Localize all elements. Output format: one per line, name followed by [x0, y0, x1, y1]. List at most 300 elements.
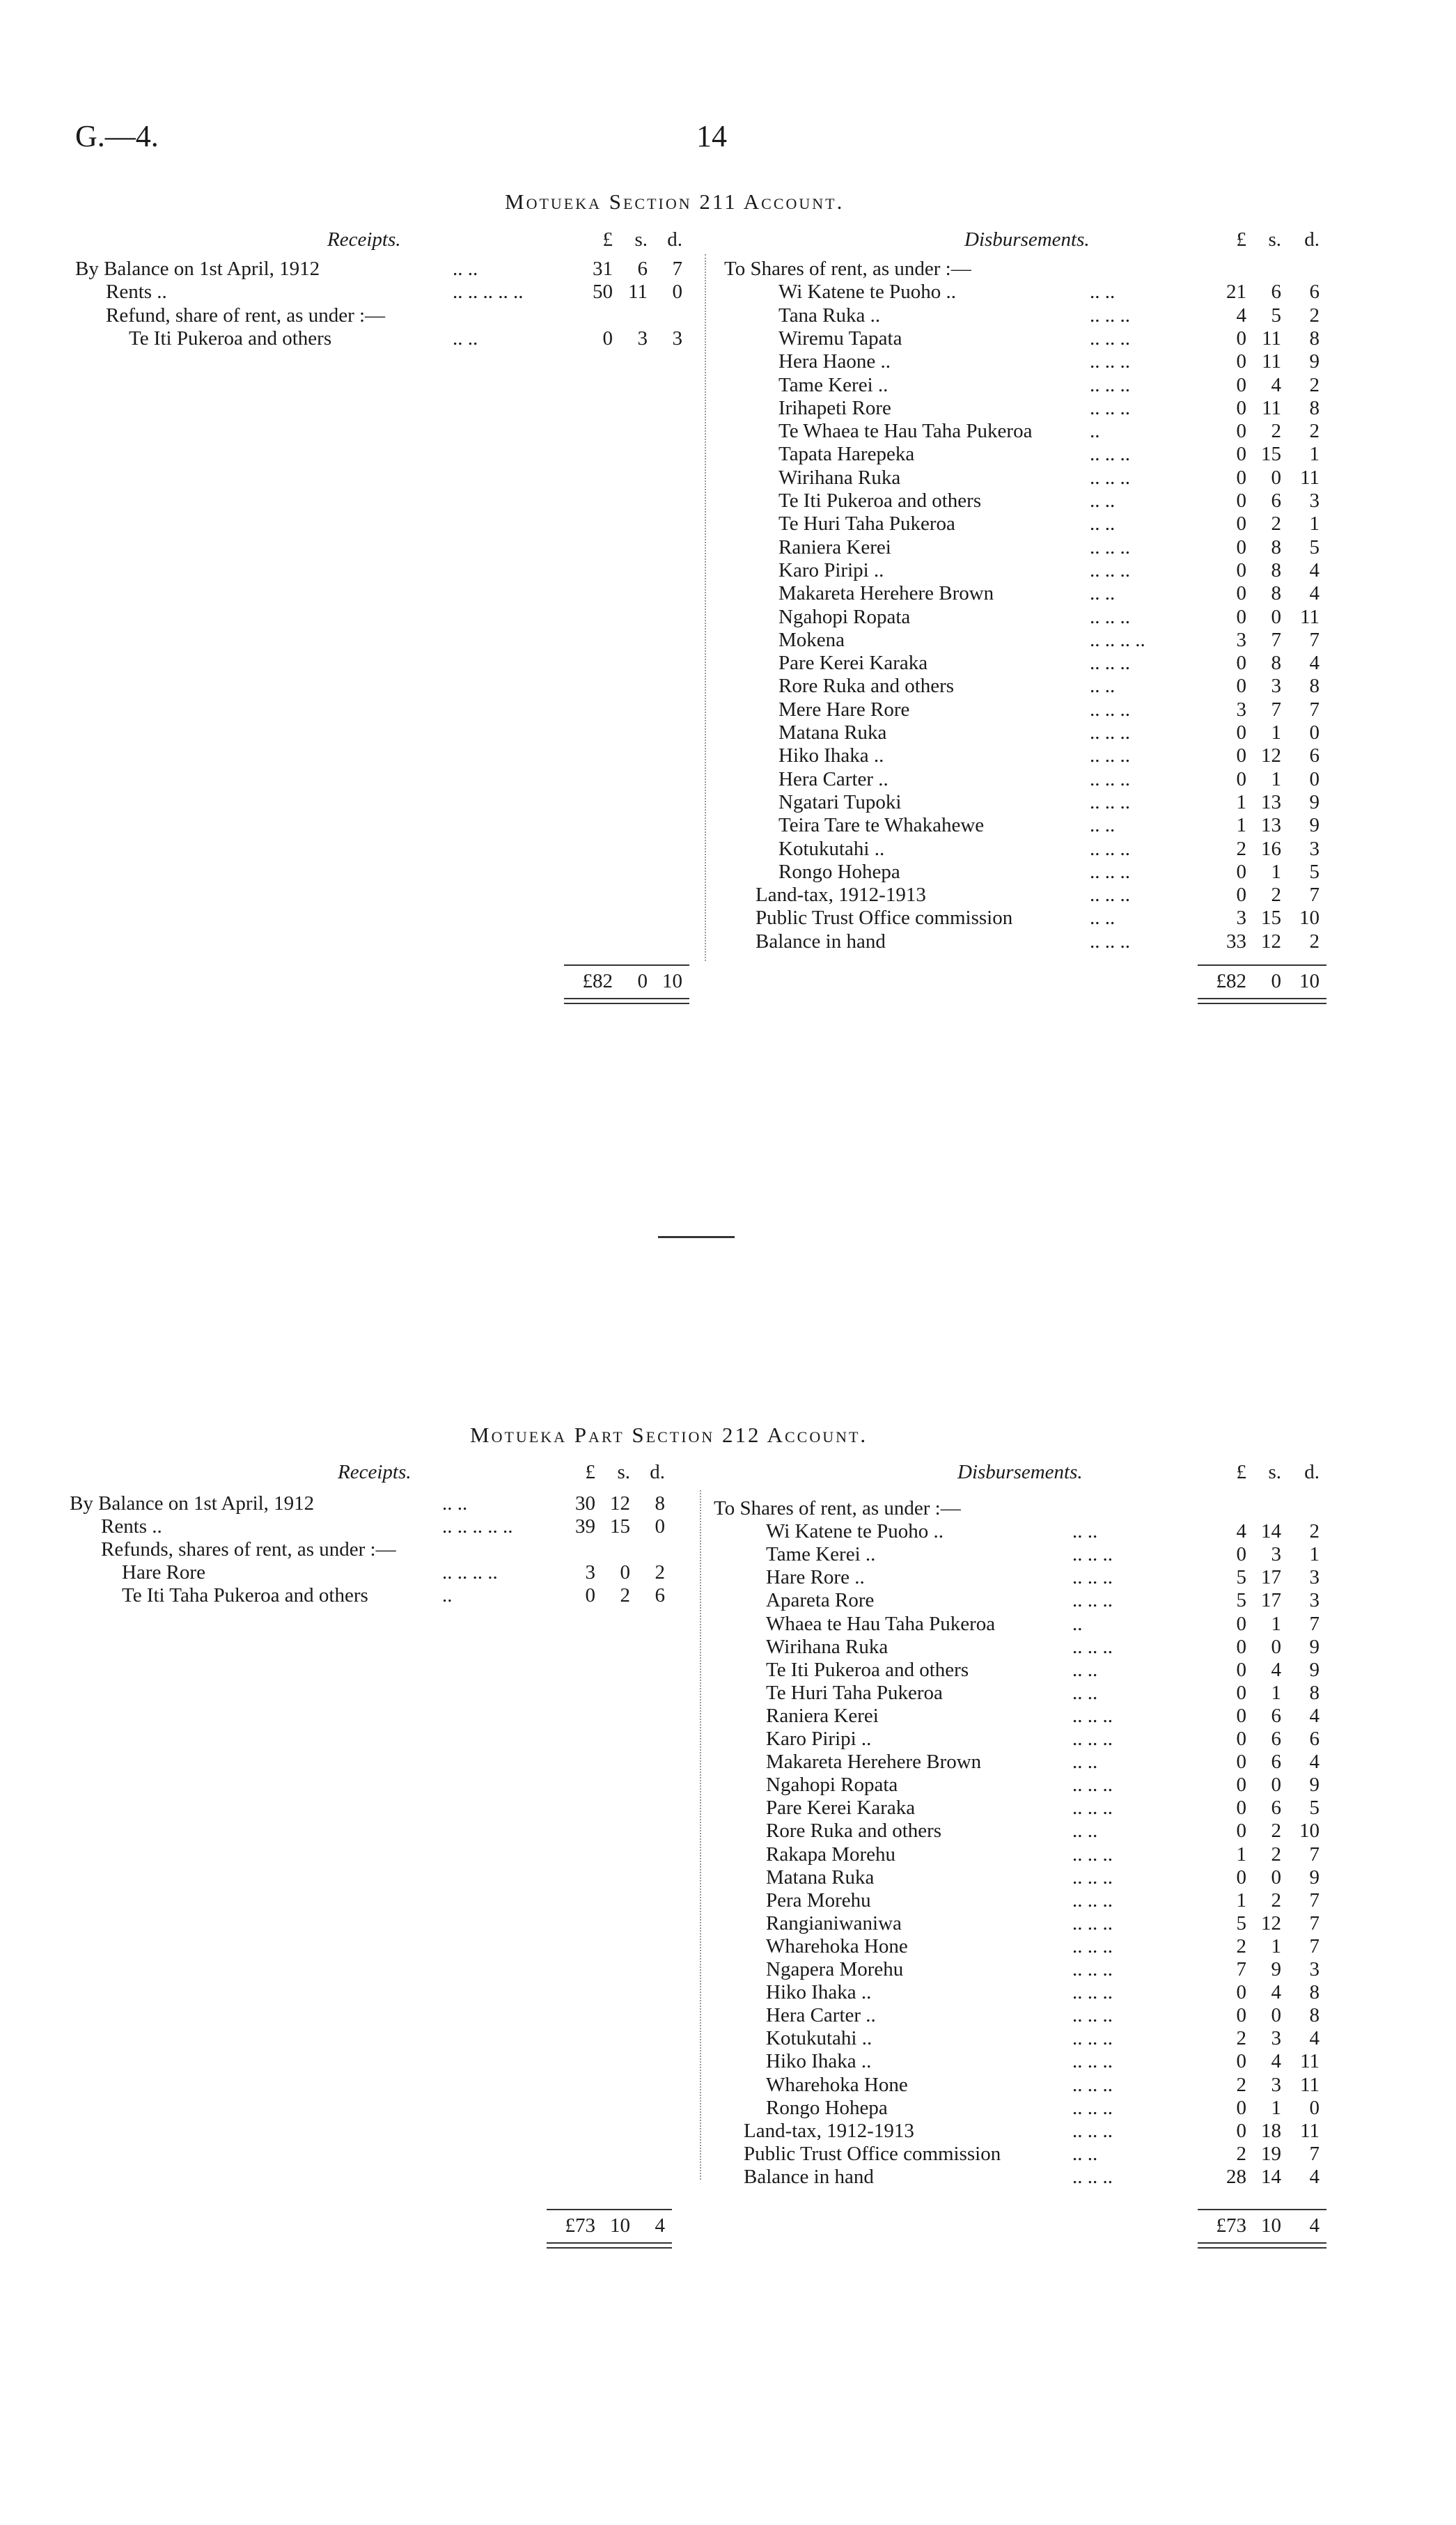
leader-dots: .. .. ..: [1090, 790, 1130, 813]
leader-dots: .. .. ..: [1072, 1912, 1113, 1934]
row-label: Matana Ruka: [766, 1866, 875, 1889]
amount-shillings: 10: [610, 2214, 630, 2237]
receipts-pounds-header: £: [585, 1461, 595, 1483]
amount-shillings: 14: [1261, 1520, 1281, 1543]
amount-shillings: 8: [1271, 536, 1281, 558]
amount-pounds: 5: [1236, 1912, 1246, 1934]
amount-pounds: 1: [1236, 814, 1246, 837]
disbursements-pounds-header: £: [1236, 228, 1246, 251]
amount-shillings: 3: [637, 327, 648, 350]
leader-dots: ..: [1090, 420, 1100, 443]
amount-shillings: 2: [1271, 513, 1281, 536]
amount-pounds: 21: [1226, 281, 1246, 304]
amount-pence: 9: [1309, 814, 1320, 837]
leader-dots: ..: [442, 1584, 453, 1607]
row-label: Ngahopi Ropata: [778, 605, 911, 628]
row-label: Te Iti Pukeroa and others: [766, 1658, 969, 1681]
amount-pence: 7: [1309, 698, 1320, 721]
amount-pence: 3: [1309, 1566, 1320, 1589]
leader-dots: .. .. ..: [1072, 1566, 1113, 1589]
disbursement-row: [0, 907, 1456, 930]
amount-pounds: 0: [1236, 2004, 1246, 2027]
row-label: Ngapera Morehu: [766, 1958, 904, 1980]
disbursement-row: [0, 258, 1456, 281]
amount-shillings: 6: [637, 258, 648, 280]
amount-pounds: £73: [565, 2214, 595, 2237]
receipts-pence-header: d.: [667, 228, 682, 251]
column-divider: [705, 254, 706, 961]
amount-shillings: 0: [1271, 1866, 1281, 1889]
amount-pence: 3: [1309, 837, 1320, 860]
row-label: Rents ..: [106, 281, 167, 304]
amount-shillings: 6: [1271, 1704, 1281, 1727]
amount-shillings: 14: [1261, 2165, 1281, 2188]
row-label: Wiremu Tapata: [778, 327, 902, 350]
disbursement-row: [0, 930, 1456, 953]
amount-pence: 5: [1309, 860, 1320, 883]
amount-pounds: 0: [1236, 1658, 1246, 1681]
disbursements-pence-header: d.: [1304, 1461, 1320, 1483]
amount-shillings: 0: [1271, 1635, 1281, 1658]
amount-pence: 10: [1299, 970, 1320, 992]
amount-shillings: 1: [1271, 2096, 1281, 2119]
row-label: Hera Carter ..: [778, 767, 889, 790]
amount-pence: 7: [1309, 1612, 1320, 1635]
leader-dots: .. ..: [442, 1492, 468, 1515]
amount-pence: 7: [1309, 1934, 1320, 1957]
amount-pounds: 3: [1236, 628, 1246, 651]
row-label: Rakapa Morehu: [766, 1843, 896, 1866]
leader-dots: .. .. ..: [1090, 837, 1130, 860]
amount-pence: 10: [1299, 1820, 1320, 1843]
amount-shillings: 12: [1261, 1912, 1281, 1934]
disbursement-row: [0, 1543, 1456, 1566]
amount-pounds: 0: [1236, 1797, 1246, 1820]
leader-dots: .. .. ..: [1072, 1866, 1113, 1889]
disbursement-row: [0, 698, 1456, 721]
amount-pounds: 2: [1236, 2027, 1246, 2050]
row-label: Tana Ruka ..: [778, 304, 881, 327]
amount-pence: 11: [1300, 605, 1320, 628]
amount-pounds: 0: [1236, 558, 1246, 581]
amount-shillings: 6: [1271, 1797, 1281, 1820]
amount-pounds: 39: [575, 1515, 595, 1538]
disbursements-total-double-rule: [1198, 2242, 1326, 2249]
amount-shillings: 17: [1261, 1566, 1281, 1589]
row-label: Mokena: [778, 628, 845, 651]
disbursement-row: [0, 1774, 1456, 1797]
amount-pence: 6: [655, 1584, 665, 1607]
leader-dots: .. .. ..: [1090, 767, 1130, 790]
leader-dots: .. .. ..: [1072, 1704, 1113, 1727]
amount-shillings: 5: [1271, 304, 1281, 327]
amount-pence: 8: [1309, 1981, 1320, 2004]
leader-dots: .. .. ..: [1072, 2027, 1113, 2050]
amount-shillings: 4: [1271, 1981, 1281, 2004]
amount-shillings: 6: [1271, 281, 1281, 304]
row-label: Karo Piripi ..: [778, 558, 884, 581]
row-label: To Shares of rent, as under :—: [714, 1497, 961, 1519]
leader-dots: .. .. ..: [1072, 1728, 1113, 1750]
amount-shillings: 11: [1262, 327, 1281, 350]
amount-pounds: 0: [1236, 1981, 1246, 2004]
disbursement-row: [0, 721, 1456, 744]
amount-pence: 2: [1309, 304, 1320, 327]
amount-shillings: 4: [1271, 1658, 1281, 1681]
row-label: Makareta Herehere Brown: [766, 1751, 982, 1774]
amount-pence: 3: [672, 327, 682, 350]
amount-pence: 9: [1309, 1658, 1320, 1681]
row-label: Hare Rore: [122, 1561, 205, 1584]
disbursement-row: [0, 1820, 1456, 1843]
amount-pounds: 2: [1236, 2142, 1246, 2165]
amount-pence: 4: [1309, 2165, 1320, 2188]
amount-pounds: 0: [1236, 1751, 1246, 1774]
disbursement-row: [0, 397, 1456, 420]
amount-pence: 7: [1309, 1889, 1320, 1912]
amount-shillings: 2: [1271, 884, 1281, 907]
amount-shillings: 11: [1262, 350, 1281, 373]
disbursement-row: [0, 467, 1456, 490]
disbursement-row: [0, 2027, 1456, 2050]
row-label: Kotukutahi ..: [778, 837, 885, 860]
amount-pounds: 0: [1236, 327, 1246, 350]
leader-dots: .. ..: [1090, 281, 1116, 304]
leader-dots: .. .. ..: [1072, 2119, 1113, 2142]
disbursement-row: [0, 629, 1456, 652]
amount-pence: 0: [1309, 2096, 1320, 2119]
amount-pence: 7: [1309, 884, 1320, 907]
amount-pence: 11: [1300, 2050, 1320, 2073]
receipts-shillings-header: s.: [634, 228, 648, 251]
amount-shillings: 0: [1271, 1774, 1281, 1797]
row-label: Matana Ruka: [778, 721, 887, 744]
disbursement-row: [0, 1659, 1456, 1682]
document-code: G.—4.: [75, 119, 159, 153]
leader-dots: .. .. .. ..: [442, 1561, 498, 1584]
disbursement-row: [0, 2120, 1456, 2143]
amount-pence: 7: [1309, 2142, 1320, 2165]
amount-pence: 0: [1309, 767, 1320, 790]
amount-shillings: 2: [1271, 1843, 1281, 1866]
amount-pounds: 0: [1236, 721, 1246, 744]
leader-dots: .. .. ..: [1072, 2165, 1113, 2188]
amount-pounds: 0: [1236, 675, 1246, 698]
amount-pounds: 1: [1236, 1843, 1246, 1866]
amount-pounds: 0: [1236, 1543, 1246, 1566]
leader-dots: .. .. ..: [1090, 744, 1130, 767]
amount-pounds: 0: [1236, 350, 1246, 373]
row-label: Land-tax, 1912-1913: [756, 884, 926, 907]
amount-pounds: 0: [1236, 2096, 1246, 2119]
disbursement-row: [0, 281, 1456, 304]
amount-shillings: 6: [1271, 1751, 1281, 1774]
amount-shillings: 8: [1271, 652, 1281, 675]
disbursement-row: [0, 513, 1456, 536]
leader-dots: .. .. ..: [1090, 558, 1130, 581]
amount-pounds: 0: [1236, 466, 1246, 489]
amount-pence: 7: [672, 258, 682, 280]
amount-pounds: 0: [1236, 1681, 1246, 1704]
row-label: Pare Kerei Karaka: [766, 1797, 916, 1820]
amount-pounds: 0: [602, 327, 613, 350]
leader-dots: .. .. ..: [1090, 304, 1130, 327]
leader-dots: .. ..: [1090, 490, 1116, 512]
amount-shillings: 7: [1271, 628, 1281, 651]
row-label: Raniera Kerei: [766, 1704, 879, 1727]
leader-dots: .. .. ..: [1090, 373, 1130, 396]
amount-pounds: 1: [1236, 790, 1246, 813]
amount-shillings: 0: [637, 970, 648, 992]
amount-pounds: 0: [1236, 373, 1246, 396]
amount-shillings: 1: [1271, 721, 1281, 744]
row-label: Te Whaea te Hau Taha Pukeroa: [778, 420, 1033, 443]
row-label: Tame Kerei ..: [778, 373, 889, 396]
leader-dots: .. .. ..: [1090, 930, 1130, 953]
amount-pounds: 3: [585, 1561, 595, 1584]
amount-shillings: 9: [1271, 1958, 1281, 1980]
leader-dots: .. .. ..: [1072, 1543, 1113, 1566]
disbursement-row: [0, 744, 1456, 767]
row-label: Kotukutahi ..: [766, 2027, 872, 2050]
amount-pence: 3: [1309, 490, 1320, 512]
leader-dots: .. .. ..: [1090, 652, 1130, 675]
amount-pounds: 0: [1236, 860, 1246, 883]
amount-shillings: 4: [1271, 373, 1281, 396]
amount-pence: 11: [1300, 2119, 1320, 2142]
amount-shillings: 8: [1271, 558, 1281, 581]
amount-shillings: 7: [1271, 698, 1281, 721]
disbursement-row: [0, 327, 1456, 350]
amount-pounds: 0: [1236, 490, 1246, 512]
leader-dots: .. .. ..: [1090, 698, 1130, 721]
amount-pounds: 0: [1236, 767, 1246, 790]
disbursement-row: [0, 838, 1456, 861]
leader-dots: .. .. ..: [1072, 1774, 1113, 1797]
row-label: Te Iti Taha Pukeroa and others: [122, 1584, 368, 1607]
amount-pence: 1: [1309, 443, 1320, 466]
amount-shillings: 3: [1271, 675, 1281, 698]
amount-pounds: 0: [1236, 443, 1246, 466]
amount-shillings: 3: [1271, 2073, 1281, 2096]
leader-dots: .. .. ..: [1072, 1958, 1113, 1980]
amount-pounds: 0: [1236, 884, 1246, 907]
row-label: By Balance on 1st April, 1912: [70, 1492, 315, 1515]
amount-pounds: 0: [1236, 1820, 1246, 1843]
row-label: Ngahopi Ropata: [766, 1774, 898, 1797]
amount-pence: 4: [1309, 2027, 1320, 2050]
amount-pounds: 33: [1226, 930, 1246, 953]
disbursement-row: [0, 791, 1456, 814]
disbursements-pence-header: d.: [1304, 228, 1320, 251]
amount-pence: 2: [1309, 420, 1320, 443]
row-label: Teira Tare te Whakahewe: [778, 814, 985, 837]
disbursement-row: [0, 2166, 1456, 2189]
row-label: Hare Rore ..: [766, 1566, 865, 1589]
amount-pence: 9: [1309, 790, 1320, 813]
amount-pounds: 0: [1236, 605, 1246, 628]
amount-pounds: 0: [1236, 1774, 1246, 1797]
disbursement-row: [0, 536, 1456, 559]
disbursement-row: [0, 1728, 1456, 1751]
row-label: Pare Kerei Karaka: [778, 652, 928, 675]
amount-shillings: 4: [1271, 2050, 1281, 2073]
leader-dots: .. ..: [1072, 2142, 1098, 2165]
row-label: Ngatari Tupoki: [778, 790, 902, 813]
row-label: Rongo Hohepa: [778, 860, 900, 883]
disbursement-row: [0, 2143, 1456, 2166]
leader-dots: .. .. ..: [1090, 466, 1130, 489]
amount-shillings: 11: [1262, 396, 1281, 419]
leader-dots: .. ..: [453, 258, 478, 280]
amount-shillings: 1: [1271, 767, 1281, 790]
leader-dots: .. ..: [1072, 1658, 1098, 1681]
amount-pounds: 0: [1236, 744, 1246, 767]
disbursement-row: [0, 861, 1456, 884]
receipts-pounds-header: £: [602, 228, 613, 251]
row-label: Te Huri Taha Pukeroa: [778, 513, 955, 536]
receipts-pence-header: d.: [650, 1461, 665, 1483]
amount-pence: 4: [655, 2214, 665, 2237]
amount-shillings: 0: [1271, 605, 1281, 628]
amount-pounds: 30: [575, 1492, 595, 1515]
disbursement-row: [0, 1843, 1456, 1866]
leader-dots: .. .. ..: [1090, 884, 1130, 907]
amount-pence: 6: [1309, 281, 1320, 304]
amount-shillings: 1: [1271, 1681, 1281, 1704]
column-divider: [700, 1490, 701, 2180]
disbursement-row: [0, 1682, 1456, 1705]
row-label: Irihapeti Rore: [778, 396, 891, 419]
leader-dots: .. .. ..: [1072, 1981, 1113, 2004]
leader-dots: .. .. ..: [1072, 1797, 1113, 1820]
amount-pounds: £82: [1216, 970, 1246, 992]
disbursements-shillings-header: s.: [1268, 1461, 1281, 1483]
disbursements-total-double-rule: [1198, 998, 1326, 1004]
account-title: Motueka Section 211 Account.: [505, 189, 845, 214]
amount-pence: 4: [1309, 558, 1320, 581]
disbursement-row: [0, 1981, 1456, 2004]
row-label: Hiko Ihaka ..: [778, 744, 884, 767]
leader-dots: .. .. .. .. ..: [442, 1515, 513, 1538]
row-label: To Shares of rent, as under :—: [724, 258, 971, 280]
amount-pence: 0: [672, 281, 682, 304]
amount-pence: 0: [655, 1515, 665, 1538]
row-label: Te Huri Taha Pukeroa: [766, 1681, 943, 1704]
receipts-total-double-rule: [547, 2242, 672, 2249]
amount-pounds: 0: [1236, 513, 1246, 536]
amount-pounds: £82: [582, 970, 613, 992]
row-label: Refund, share of rent, as under :—: [106, 304, 386, 327]
row-label: Rangianiwaniwa: [766, 1912, 902, 1934]
disbursement-row: [0, 1866, 1456, 1889]
amount-pounds: 0: [1236, 396, 1246, 419]
row-label: Refunds, shares of rent, as under :—: [101, 1538, 396, 1561]
disbursement-row: [0, 768, 1456, 791]
leader-dots: .. ..: [1072, 1520, 1098, 1543]
amount-pence: 7: [1309, 1843, 1320, 1866]
amount-pounds: 0: [1236, 582, 1246, 605]
amount-pence: 8: [1309, 675, 1320, 698]
row-label: Te Iti Pukeroa and others: [778, 490, 982, 512]
row-label: Wi Katene te Puoho ..: [778, 281, 956, 304]
amount-pence: 11: [1300, 2073, 1320, 2096]
amount-pounds: 0: [1236, 1612, 1246, 1635]
amount-pence: 2: [1309, 1520, 1320, 1543]
amount-shillings: 11: [628, 281, 648, 304]
amount-pence: 8: [1309, 396, 1320, 419]
leader-dots: .. .. ..: [1090, 396, 1130, 419]
disbursements-total-row: [0, 2214, 1456, 2237]
row-label: Rents ..: [101, 1515, 162, 1538]
row-label: Rore Ruka and others: [778, 675, 955, 698]
leader-dots: .. .. ..: [1072, 1589, 1113, 1612]
amount-pence: 5: [1309, 1797, 1320, 1820]
disbursement-row: [0, 884, 1456, 907]
disbursement-row: [0, 2004, 1456, 2027]
row-label: By Balance on 1st April, 1912: [75, 258, 320, 280]
amount-pence: 8: [1309, 1681, 1320, 1704]
disbursement-row: [0, 1958, 1456, 1981]
amount-pence: 8: [1309, 2004, 1320, 2027]
leader-dots: .. .. ..: [1090, 860, 1130, 883]
amount-pounds: 2: [1236, 2073, 1246, 2096]
leader-dots: .. .. ..: [1090, 443, 1130, 466]
row-label: Hera Haone ..: [778, 350, 891, 373]
amount-pence: 9: [1309, 350, 1320, 373]
disbursement-row: [0, 1912, 1456, 1935]
disbursement-row: [0, 1497, 1456, 1520]
amount-shillings: 3: [1271, 2027, 1281, 2050]
leader-dots: .. .. ..: [1090, 327, 1130, 350]
amount-pence: 5: [1309, 536, 1320, 558]
leader-dots: .. .. ..: [1072, 2073, 1113, 2096]
leader-dots: .. .. ..: [1072, 2096, 1113, 2119]
amount-pence: 0: [1309, 721, 1320, 744]
amount-pence: 9: [1309, 1635, 1320, 1658]
disbursement-row: [0, 304, 1456, 327]
row-label: Hiko Ihaka ..: [766, 1981, 872, 2004]
amount-pence: 11: [1300, 466, 1320, 489]
amount-shillings: 0: [1271, 466, 1281, 489]
row-label: Apareta Rore: [766, 1589, 875, 1612]
amount-pounds: 0: [1236, 536, 1246, 558]
leader-dots: .. .. ..: [1090, 605, 1130, 628]
receipts-heading: Receipts.: [327, 228, 401, 251]
leader-dots: .. .. .. ..: [1090, 628, 1145, 651]
disbursement-row: [0, 652, 1456, 675]
amount-pounds: 5: [1236, 1566, 1246, 1589]
row-label: Rongo Hohepa: [766, 2096, 888, 2119]
amount-shillings: 6: [1271, 490, 1281, 512]
amount-shillings: 0: [620, 1561, 630, 1584]
amount-shillings: 16: [1261, 837, 1281, 860]
amount-shillings: 15: [1261, 443, 1281, 466]
disbursements-total-row: [0, 970, 1456, 993]
leader-dots: .. ..: [1072, 1681, 1098, 1704]
amount-pence: 2: [1309, 373, 1320, 396]
row-label: Makareta Herehere Brown: [778, 582, 994, 605]
amount-pence: 9: [1309, 1774, 1320, 1797]
leader-dots: .. ..: [1090, 513, 1116, 536]
leader-dots: .. ..: [1090, 582, 1116, 605]
disbursement-row: [0, 490, 1456, 513]
amount-shillings: 17: [1261, 1589, 1281, 1612]
disbursement-row: [0, 559, 1456, 582]
amount-pence: 10: [1299, 907, 1320, 930]
row-label: Hiko Ihaka ..: [766, 2050, 872, 2073]
amount-pounds: 4: [1236, 1520, 1246, 1543]
